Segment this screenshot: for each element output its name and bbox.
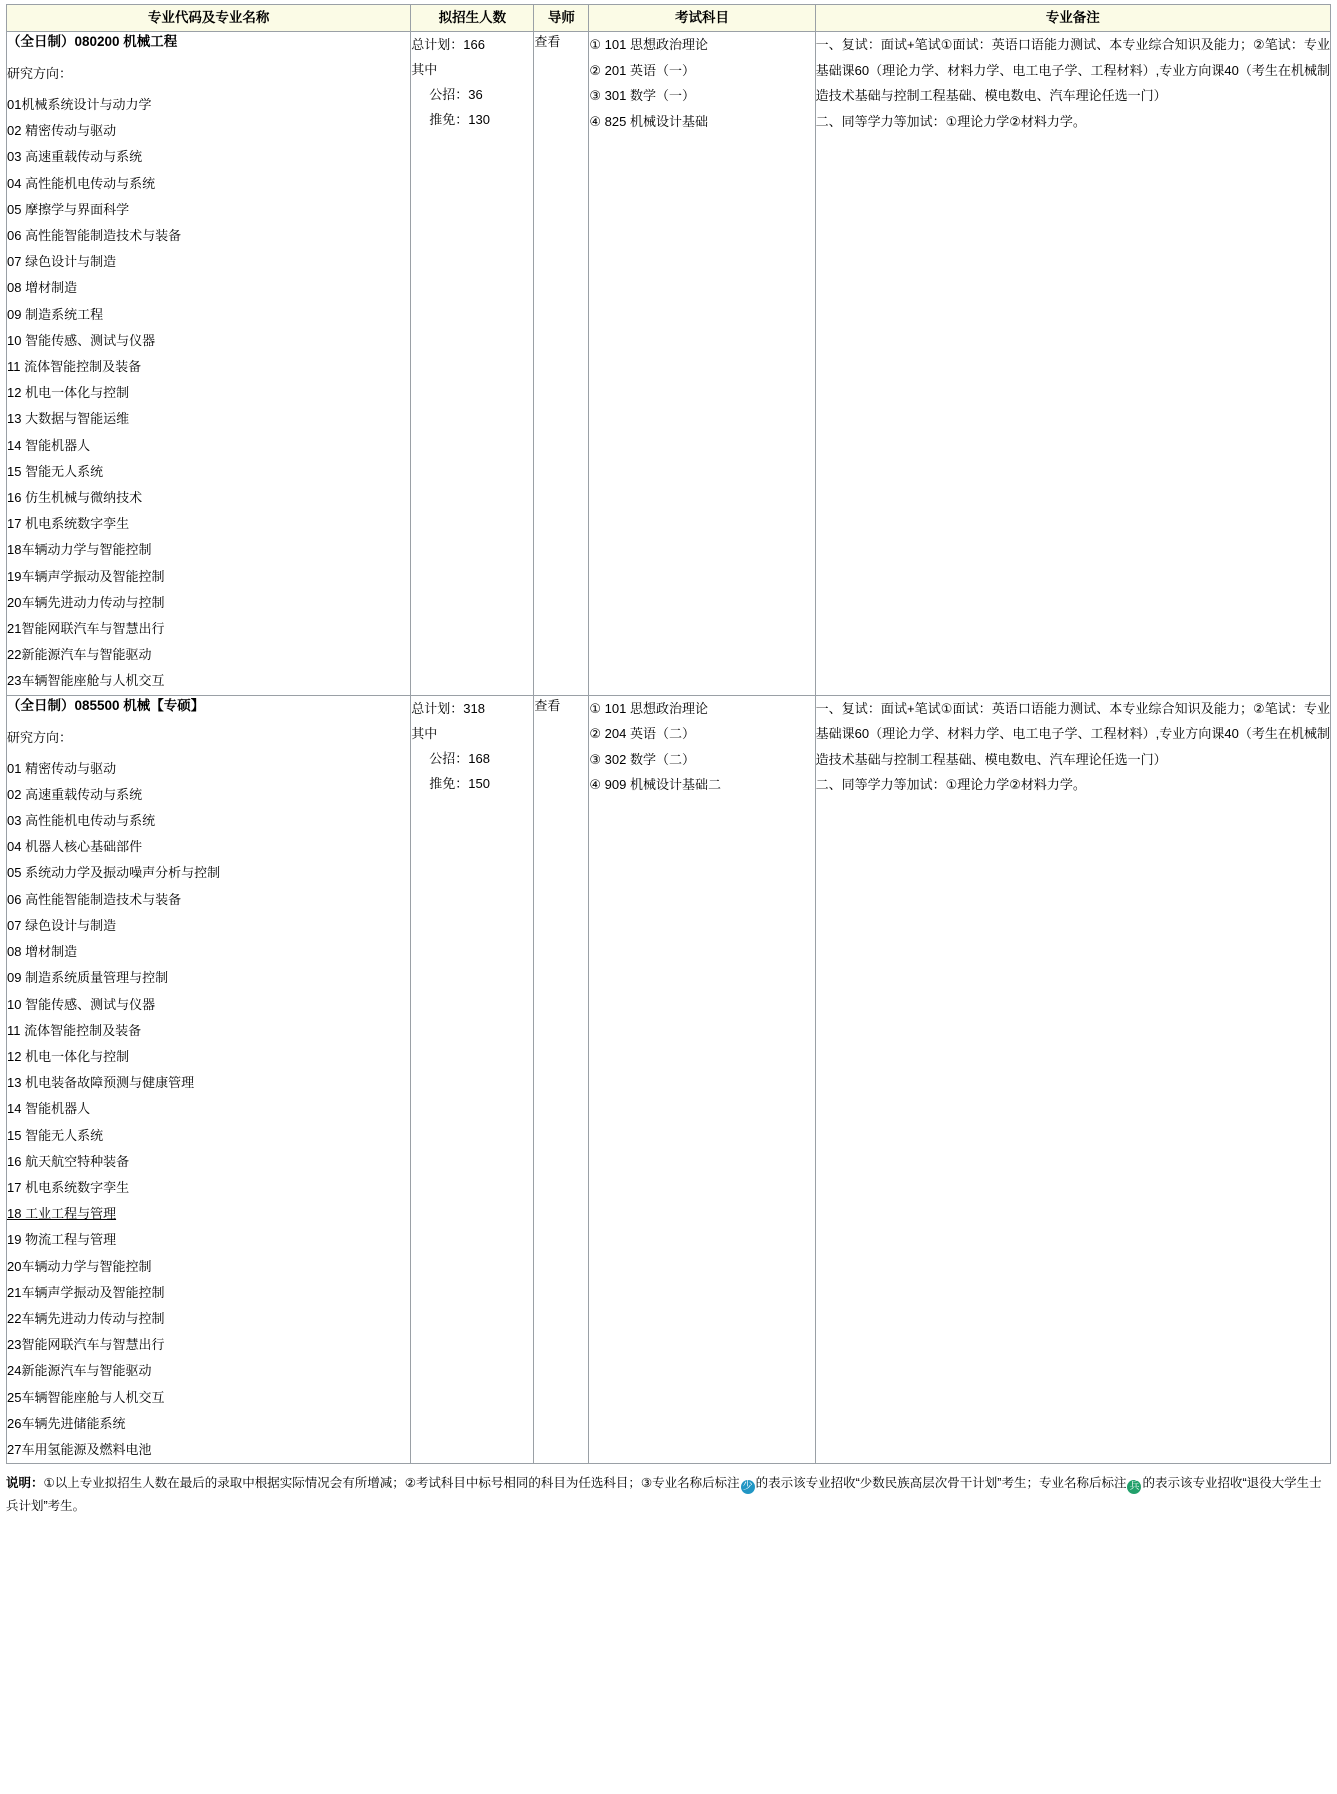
view-advisor-link[interactable]: 查看 bbox=[534, 34, 561, 49]
directions-label: 研究方向： bbox=[7, 729, 73, 745]
direction-item: 03 高速重载传动与系统 bbox=[7, 149, 143, 165]
direction-item: 10 智能传感、测试与仪器 bbox=[7, 996, 156, 1012]
notes-cell bbox=[815, 695, 1330, 1463]
direction-item: 23车辆智能座舱与人机交互 bbox=[7, 673, 165, 689]
direction-item: 14 智能机器人 bbox=[7, 1101, 91, 1117]
direction-item: 07 绿色设计与制造 bbox=[7, 917, 117, 933]
table-row bbox=[7, 695, 1331, 1463]
direction-item: 23智能网联汽车与智慧出行 bbox=[7, 1337, 165, 1353]
direction-item: 26车辆先进储能系统 bbox=[7, 1415, 126, 1431]
major-title: （全日制）085500 机械【专硕】 bbox=[7, 697, 205, 713]
header-planned-enrollment: 拟招生人数 bbox=[411, 5, 534, 32]
plan-among: 其中 bbox=[411, 725, 438, 741]
exam-item: ① 101 思想政治理论 bbox=[589, 37, 708, 52]
direction-item: 17 机电系统数字孪生 bbox=[7, 1179, 130, 1195]
direction-item: 12 机电一体化与控制 bbox=[7, 385, 130, 401]
note-paragraph: 一、复试：面试+笔试①面试：英语口语能力测试、本专业综合知识及能力；②笔试：专业基础课60（理论力学、材料力学、电工电子学、工程材料）,专业方向课40（考生在机械制造技术基础与控制工程基础、模电数电、汽车理论任选一门） bbox=[815, 37, 1330, 103]
note-paragraph: 二、同等学力等加试：①理论力学②材料力学。 bbox=[815, 113, 1086, 129]
plan-public: 公招：168 bbox=[429, 750, 490, 766]
direction-item: 14 智能机器人 bbox=[7, 437, 91, 453]
directions-list bbox=[7, 92, 410, 695]
direction-item: 21车辆声学振动及智能控制 bbox=[7, 1284, 165, 1300]
majors-table bbox=[6, 4, 1331, 1464]
direction-item: 01 精密传动与驱动 bbox=[7, 760, 117, 776]
direction-item: 11 流体智能控制及装备 bbox=[7, 359, 142, 375]
header-exam-subjects: 考试科目 bbox=[589, 5, 815, 32]
direction-item: 20车辆动力学与智能控制 bbox=[7, 1258, 152, 1274]
direction-item: 05 系统动力学及振动噪声分析与控制 bbox=[7, 865, 221, 881]
enrollment-cell bbox=[411, 32, 534, 696]
veteran-plan-badge-icon: 兵 bbox=[1129, 1481, 1140, 1493]
direction-item: 05 摩擦学与界面科学 bbox=[7, 201, 130, 217]
view-advisor-link[interactable]: 查看 bbox=[534, 697, 561, 713]
direction-item: 15 智能无人系统 bbox=[7, 463, 104, 479]
direction-item: 02 精密传动与驱动 bbox=[7, 123, 117, 139]
direction-item: 16 仿生机械与微纳技术 bbox=[7, 490, 143, 506]
exam-item: ④ 825 机械设计基础 bbox=[589, 113, 708, 129]
major-cell bbox=[7, 32, 411, 696]
direction-item: 08 增材制造 bbox=[7, 280, 78, 296]
direction-item: 01机械系统设计与动力学 bbox=[7, 97, 152, 112]
exam-list bbox=[589, 696, 814, 798]
direction-item: 06 高性能智能制造技术与装备 bbox=[7, 891, 182, 907]
direction-item: 07 绿色设计与制造 bbox=[7, 254, 117, 270]
direction-item: 25车辆智能座舱与人机交互 bbox=[7, 1389, 165, 1405]
exam-item: ③ 301 数学（一） bbox=[589, 88, 695, 103]
admissions-majors-page bbox=[0, 4, 1337, 1518]
direction-item: 13 机电装备故障预测与健康管理 bbox=[7, 1075, 195, 1091]
direction-item: 04 高性能机电传动与系统 bbox=[7, 175, 156, 191]
plan-total: 总计划：166 bbox=[411, 37, 485, 52]
direction-item: 18车辆动力学与智能控制 bbox=[7, 542, 152, 558]
header-major-notes: 专业备注 bbox=[815, 5, 1330, 32]
directions-list bbox=[7, 756, 410, 1463]
note-paragraph: 一、复试：面试+笔试①面试：英语口语能力测试、本专业综合知识及能力；②笔试：专业基础课60（理论力学、材料力学、电工电子学、工程材料）,专业方向课40（考生在机械制造技术基础与控制工程基础、模电数电、汽车理论任选一门） bbox=[815, 700, 1330, 767]
direction-item: 24新能源汽车与智能驱动 bbox=[7, 1363, 152, 1379]
table-header-row bbox=[7, 5, 1331, 32]
footer-text-2: 的表示该专业招收“少数民族高层次骨干计划”考生；专业名称后标注 bbox=[755, 1476, 1127, 1491]
plan-among: 其中 bbox=[411, 62, 438, 77]
major-title: （全日制）080200 机械工程 bbox=[7, 34, 178, 49]
direction-item: 16 航天航空特种装备 bbox=[7, 1153, 130, 1169]
direction-item: 03 高性能机电传动与系统 bbox=[7, 813, 156, 829]
exam-item: ② 204 英语（二） bbox=[589, 726, 695, 742]
advisor-cell[interactable] bbox=[534, 695, 589, 1463]
direction-item: 09 制造系统质量管理与控制 bbox=[7, 970, 169, 986]
exam-item: ④ 909 机械设计基础二 bbox=[589, 777, 721, 793]
footer-label: 说明： bbox=[6, 1476, 44, 1491]
footer-text-1: ①以上专业拟招生人数在最后的录取中根据实际情况会有所增减；②考试科目中标号相同的科目为任选科目；③专业名称后标注 bbox=[43, 1476, 740, 1491]
exam-list bbox=[589, 32, 814, 134]
direction-item: 20车辆先进动力传动与控制 bbox=[7, 594, 165, 610]
exam-item: ① 101 思想政治理论 bbox=[589, 700, 708, 716]
exam-cell bbox=[589, 695, 815, 1463]
direction-item-underlined bbox=[7, 1201, 410, 1227]
direction-item: 22车辆先进动力传动与控制 bbox=[7, 1310, 165, 1326]
note-paragraph: 二、同等学力等加试：①理论力学②材料力学。 bbox=[815, 777, 1086, 793]
header-advisor: 导师 bbox=[534, 5, 589, 32]
direction-item: 09 制造系统工程 bbox=[7, 306, 104, 322]
direction-item: 10 智能传感、测试与仪器 bbox=[7, 332, 156, 348]
header-major-code-name: 专业代码及专业名称 bbox=[7, 5, 411, 32]
direction-item: 19 物流工程与管理 bbox=[7, 1232, 117, 1248]
plan-total: 总计划：318 bbox=[411, 700, 485, 716]
advisor-cell[interactable] bbox=[534, 32, 589, 696]
direction-item: 02 高速重载传动与系统 bbox=[7, 786, 143, 802]
footer-explanation bbox=[6, 1472, 1331, 1518]
plan-exempt: 推免：130 bbox=[429, 112, 490, 127]
notes-cell bbox=[815, 32, 1330, 696]
direction-item: 15 智能无人系统 bbox=[7, 1127, 104, 1143]
direction-item: 21智能网联汽车与智慧出行 bbox=[7, 621, 165, 637]
major-cell bbox=[7, 695, 411, 1463]
direction-item: 06 高性能智能制造技术与装备 bbox=[7, 228, 182, 244]
direction-item: 27车用氢能源及燃料电池 bbox=[7, 1441, 152, 1457]
direction-item: 08 增材制造 bbox=[7, 944, 78, 960]
exam-cell bbox=[589, 32, 815, 696]
plan-exempt: 推免：150 bbox=[429, 775, 490, 791]
table-row bbox=[7, 32, 1331, 696]
direction-item: 13 大数据与智能运维 bbox=[7, 411, 130, 427]
exam-item: ③ 302 数学（二） bbox=[589, 751, 695, 767]
direction-item: 22新能源汽车与智能驱动 bbox=[7, 647, 152, 663]
plan-public: 公招：36 bbox=[429, 87, 483, 102]
minority-plan-badge-icon: 少 bbox=[742, 1481, 753, 1493]
direction-item: 11 流体智能控制及装备 bbox=[7, 1022, 142, 1038]
exam-item: ② 201 英语（一） bbox=[589, 62, 695, 78]
footer-text-3: 的表示该专业招收“退役大学生士兵计划”考生。 bbox=[6, 1476, 1322, 1514]
direction-item: 04 机器人核心基础部件 bbox=[7, 839, 143, 855]
direction-item: 19车辆声学振动及智能控制 bbox=[7, 568, 165, 584]
direction-item: 12 机电一体化与控制 bbox=[7, 1048, 130, 1064]
directions-label: 研究方向： bbox=[7, 66, 73, 81]
enrollment-cell bbox=[411, 695, 534, 1463]
direction-item: 18 工业工程与管理 bbox=[7, 1206, 117, 1222]
direction-item: 17 机电系统数字孪生 bbox=[7, 516, 130, 532]
